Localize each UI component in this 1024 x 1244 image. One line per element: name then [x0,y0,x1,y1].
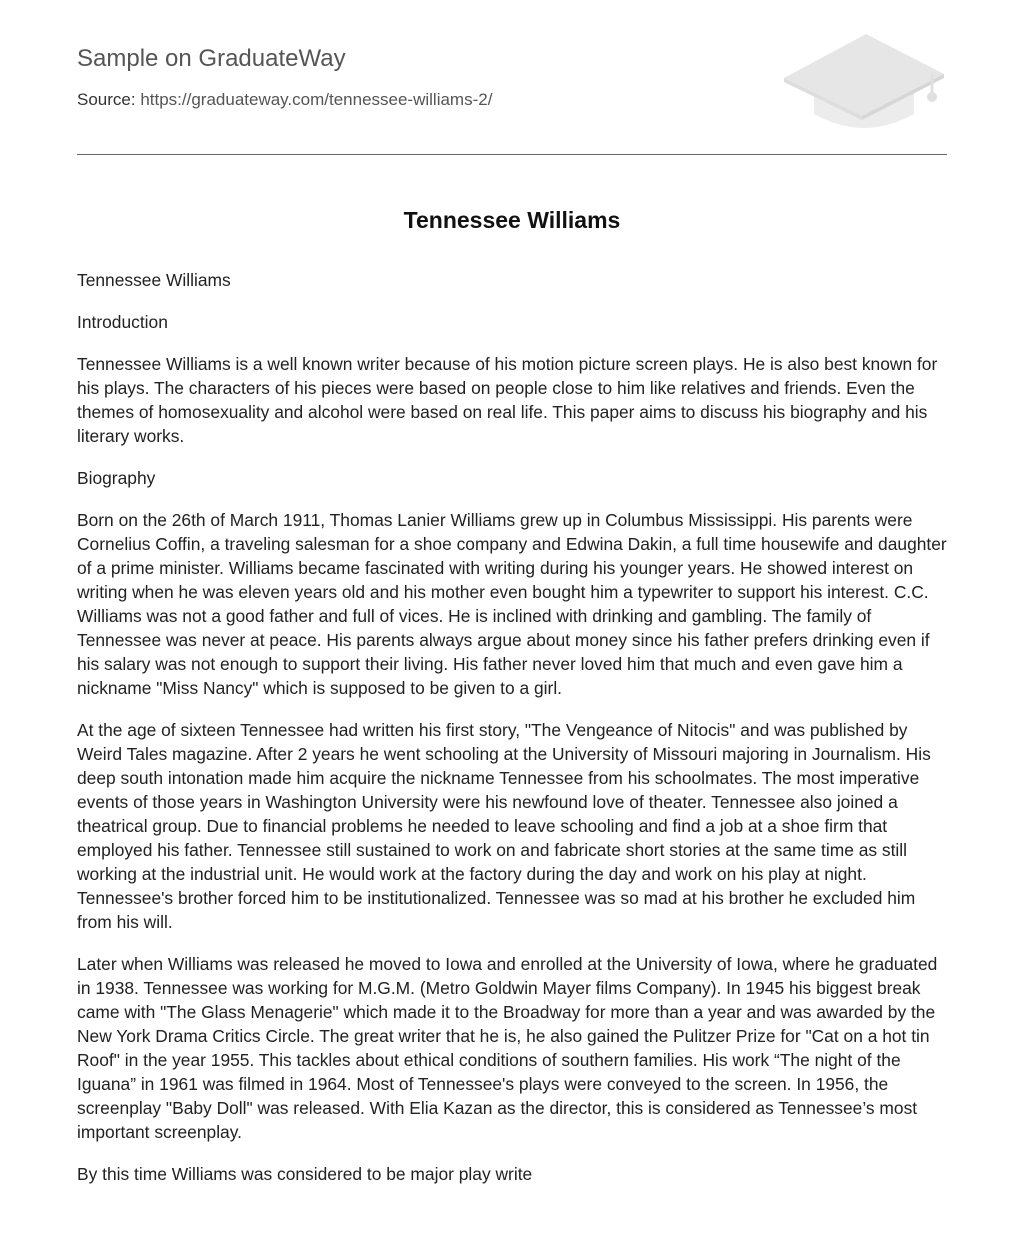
paragraph: Later when Williams was released he moved to Iowa and enrolled at the University of Iowa, where he graduated in 1938. Tennessee was working for M.G.M. (Metro Goldwin Mayer films Company). In 1945 his biggest break came with "The Glass Menagerie" which made it to the Broadway for more than a year and was awarded by the New York Drama Critics Circle. The great writer that he is, he also gained the Pulitzer Prize for "Cat on a hot tin Roof" in the year 1955. This tackles about ethical conditions of southern families. His work “The night of the Iguana” in 1961 was filmed in 1964. Most of Tennessee's plays were conveyed to the screen. In 1956, the screenplay "Baby Doll" was released. With Elia Kazan as the director, this is considered as Tennessee’s most important screenplay. [77,954,938,1142]
paragraph: At the age of sixteen Tennessee had written his first story, "The Vengeance of Nitocis" and was published by Weird Tales magazine. After 2 years he went schooling at the University of Missouri majoring in Journalism. His deep south intonation made him acquire the nickname Tennessee from his schoolmates. The most imperative events of those years in Washington University were his newfound love of theater. Tennessee also joined a theatrical group. Due to financial problems he needed to leave schooling and find a job at a shoe firm that employed his father. Tennessee still sustained to work on and fabricate short stories at the same time as still working at the industrial unit. He would work at the factory during the day and work on his play at night. Tennessee's brother forced him to be institutionalized. Tennessee was so mad at his brother he excluded him from his will. [77,720,931,932]
graduation-cap-icon [782,30,947,132]
paragraph: Biography [77,468,156,488]
paragraph: Tennessee Williams [77,270,231,290]
source-link[interactable]: https://graduateway.com/tennessee-williams-2/ [140,90,493,109]
paragraph: By this time Williams was considered to be major play write [77,1164,533,1184]
paragraph: Tennessee Williams is a well known writer because of his motion picture screen plays. He is also best known for his plays. The characters of his pieces were based on people close to him like relatives and friends. Even the themes of homosexuality and alcohol were based on real life. This paper aims to discuss his biography and his literary works. [77,354,938,446]
source-line [77,89,492,111]
paragraph: Born on the 26th of March 1911, Thomas Lanier Williams grew up in Columbus Mississippi. His parents were Cornelius Coffin, a traveling salesman for a shoe company and Edwina Dakin, a full time housewife and daughter of a prime minister. Williams became fascinated with writing during his younger years. He showed interest on writing when he was eleven years old and his mother even bought him a typewriter to support his interest. C.C. Williams was not a good father and full of vices. He is inclined with drinking and gambling. The family of Tennessee was never at peace. His parents always argue about money since his father prefers drinking even if his salary was not enough to support their living. His father never loved him that much and even gave him a nickname "Miss Nancy" which is supposed to be given to a girl. [77,510,947,698]
site-name: Sample on GraduateWay [77,45,346,72]
document-body [77,268,949,1204]
paragraph: Introduction [77,312,168,332]
document-title: Tennessee Williams [403,207,621,233]
header-divider [77,154,947,155]
source-label: Source: [77,90,141,109]
